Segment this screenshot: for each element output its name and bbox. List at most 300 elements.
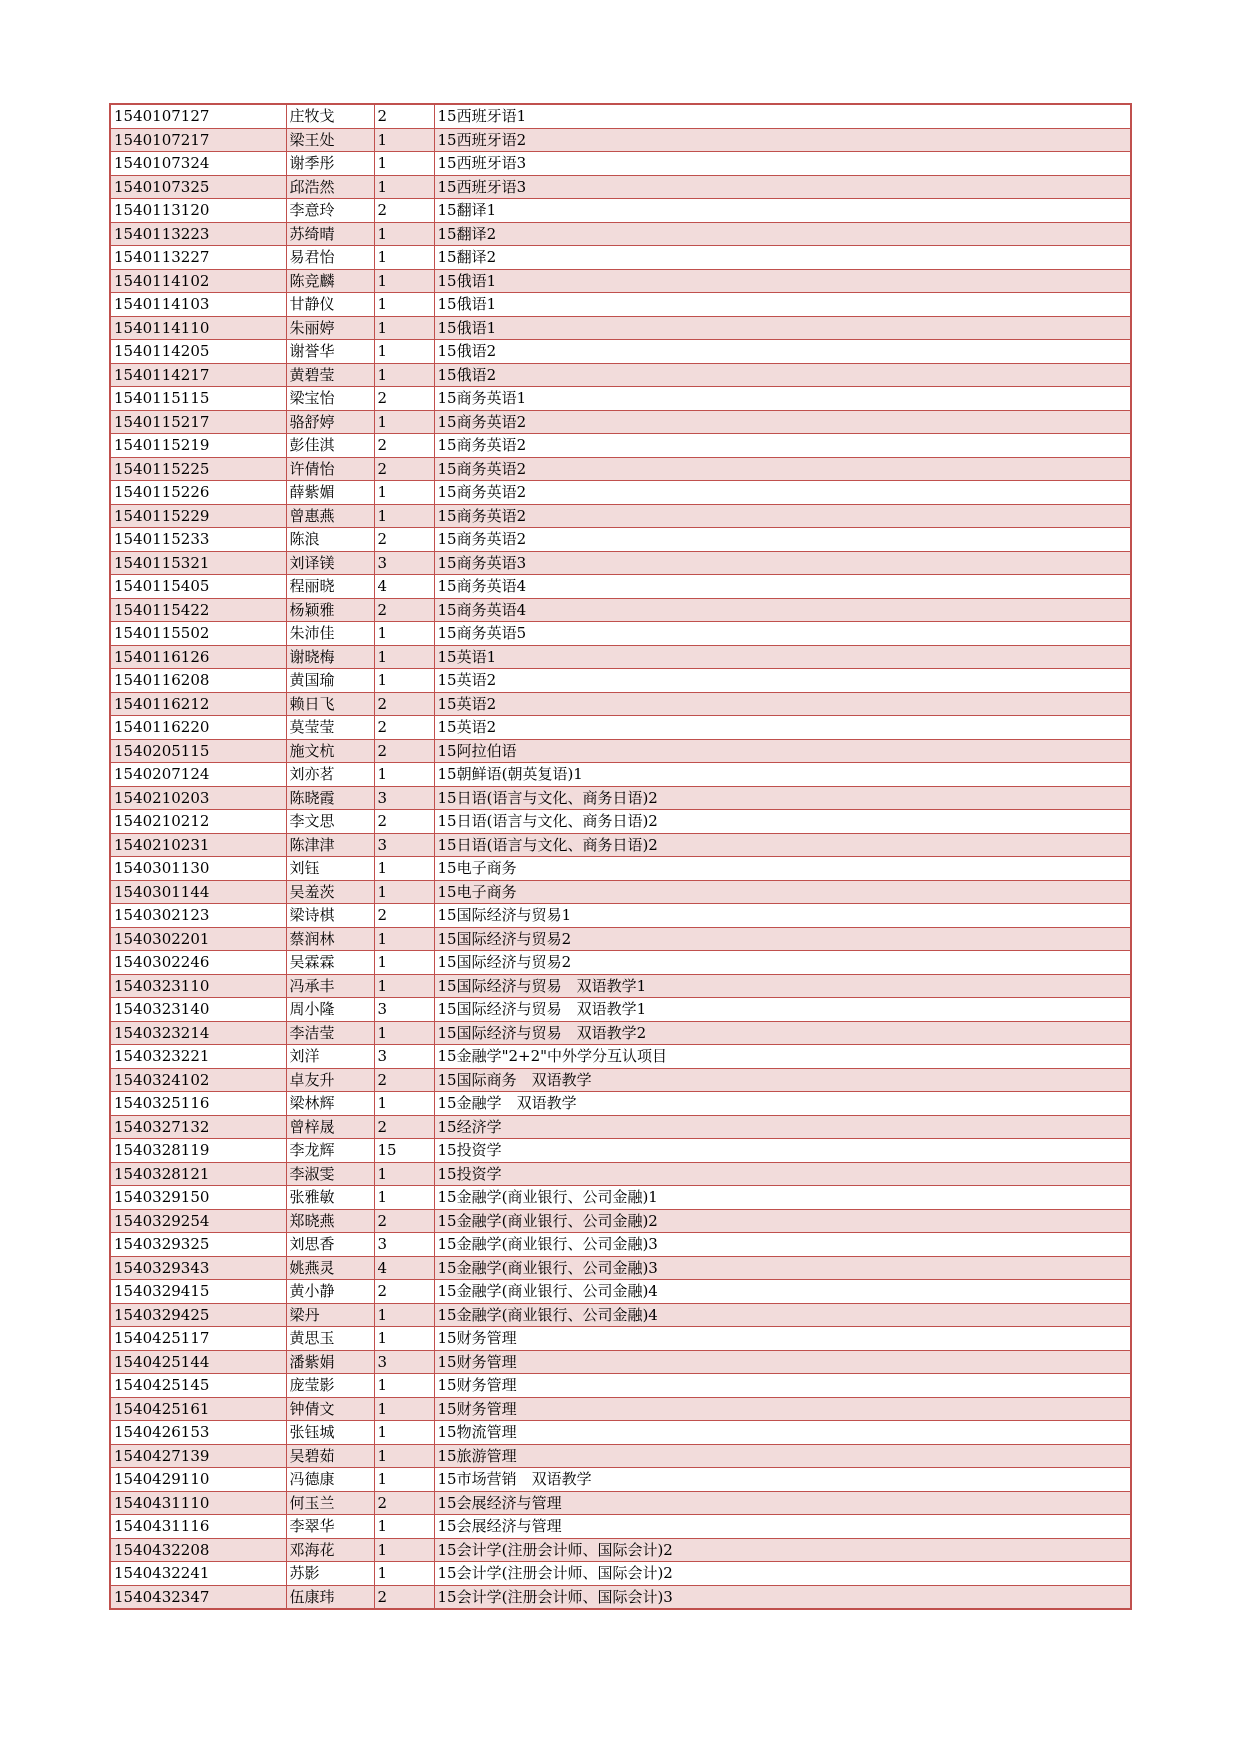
name-cell: 朱沛佳	[286, 622, 374, 646]
name-cell: 黄国瑜	[286, 669, 374, 693]
table-row	[110, 974, 1131, 998]
class-cell: 15国际经济与贸易2	[434, 927, 1131, 951]
count-cell: 1	[374, 1162, 434, 1186]
table-row	[110, 1068, 1131, 1092]
count-cell: 1	[374, 1397, 434, 1421]
class-cell: 15英语2	[434, 692, 1131, 716]
table-row	[110, 269, 1131, 293]
count-cell: 2	[374, 598, 434, 622]
student-id-cell: 1540107217	[110, 128, 286, 152]
table-row	[110, 1280, 1131, 1304]
count-cell: 1	[374, 175, 434, 199]
student-id-cell: 1540325116	[110, 1092, 286, 1116]
table-row	[110, 622, 1131, 646]
class-cell: 15国际商务 双语教学	[434, 1068, 1131, 1092]
name-cell: 薛紫媚	[286, 481, 374, 505]
class-cell: 15国际经济与贸易 双语教学1	[434, 998, 1131, 1022]
count-cell: 2	[374, 692, 434, 716]
table-row	[110, 951, 1131, 975]
student-id-cell: 1540323214	[110, 1021, 286, 1045]
name-cell: 邓海花	[286, 1538, 374, 1562]
class-cell: 15西班牙语1	[434, 104, 1131, 128]
class-cell: 15商务英语2	[434, 481, 1131, 505]
count-cell: 1	[374, 857, 434, 881]
count-cell: 1	[374, 880, 434, 904]
student-id-cell: 1540116208	[110, 669, 286, 693]
class-cell: 15国际经济与贸易 双语教学1	[434, 974, 1131, 998]
name-cell: 梁丹	[286, 1303, 374, 1327]
count-cell: 2	[374, 387, 434, 411]
student-id-cell: 1540328121	[110, 1162, 286, 1186]
student-id-cell: 1540426153	[110, 1421, 286, 1445]
table-row	[110, 575, 1131, 599]
student-id-cell: 1540107127	[110, 104, 286, 128]
table-row	[110, 1139, 1131, 1163]
table-row	[110, 222, 1131, 246]
count-cell: 1	[374, 1021, 434, 1045]
count-cell: 3	[374, 786, 434, 810]
count-cell: 1	[374, 974, 434, 998]
student-id-cell: 1540329254	[110, 1209, 286, 1233]
table-row	[110, 457, 1131, 481]
student-id-cell: 1540324102	[110, 1068, 286, 1092]
class-cell: 15日语(语言与文化、商务日语)2	[434, 810, 1131, 834]
table-row	[110, 1538, 1131, 1562]
student-id-cell: 1540302123	[110, 904, 286, 928]
class-cell: 15经济学	[434, 1115, 1131, 1139]
table-row	[110, 1327, 1131, 1351]
table-row	[110, 739, 1131, 763]
class-cell: 15商务英语4	[434, 575, 1131, 599]
class-cell: 15国际经济与贸易 双语教学2	[434, 1021, 1131, 1045]
student-id-cell: 1540116212	[110, 692, 286, 716]
name-cell: 庄牧戈	[286, 104, 374, 128]
class-cell: 15翻译2	[434, 222, 1131, 246]
count-cell: 1	[374, 340, 434, 364]
table-row	[110, 857, 1131, 881]
class-cell: 15国际经济与贸易1	[434, 904, 1131, 928]
name-cell: 苏影	[286, 1562, 374, 1586]
student-id-cell: 1540115217	[110, 410, 286, 434]
student-table-body	[110, 104, 1131, 1609]
count-cell: 3	[374, 551, 434, 575]
table-row	[110, 927, 1131, 951]
class-cell: 15日语(语言与文化、商务日语)2	[434, 833, 1131, 857]
name-cell: 李文思	[286, 810, 374, 834]
student-id-cell: 1540329325	[110, 1233, 286, 1257]
student-id-cell: 1540431110	[110, 1491, 286, 1515]
count-cell: 2	[374, 1491, 434, 1515]
student-id-cell: 1540115225	[110, 457, 286, 481]
name-cell: 郑晓燕	[286, 1209, 374, 1233]
count-cell: 1	[374, 481, 434, 505]
class-cell: 15俄语1	[434, 293, 1131, 317]
student-id-cell: 1540210203	[110, 786, 286, 810]
class-cell: 15阿拉伯语	[434, 739, 1131, 763]
table-row	[110, 363, 1131, 387]
class-cell: 15电子商务	[434, 857, 1131, 881]
table-row	[110, 1092, 1131, 1116]
class-cell: 15商务英语1	[434, 387, 1131, 411]
student-id-cell: 1540432347	[110, 1585, 286, 1609]
table-row	[110, 316, 1131, 340]
student-id-cell: 1540302246	[110, 951, 286, 975]
class-cell: 15物流管理	[434, 1421, 1131, 1445]
count-cell: 2	[374, 1585, 434, 1609]
count-cell: 1	[374, 1421, 434, 1445]
student-table	[109, 103, 1132, 1610]
count-cell: 1	[374, 1562, 434, 1586]
class-cell: 15俄语2	[434, 340, 1131, 364]
table-row	[110, 504, 1131, 528]
name-cell: 李意玲	[286, 199, 374, 223]
class-cell: 15会展经济与管理	[434, 1491, 1131, 1515]
name-cell: 黄思玉	[286, 1327, 374, 1351]
count-cell: 1	[374, 410, 434, 434]
class-cell: 15日语(语言与文化、商务日语)2	[434, 786, 1131, 810]
count-cell: 1	[374, 645, 434, 669]
student-id-cell: 1540323221	[110, 1045, 286, 1069]
student-id-cell: 1540302201	[110, 927, 286, 951]
student-id-cell: 1540329425	[110, 1303, 286, 1327]
name-cell: 陈津津	[286, 833, 374, 857]
student-id-cell: 1540115115	[110, 387, 286, 411]
name-cell: 易君怡	[286, 246, 374, 270]
student-id-cell: 1540115229	[110, 504, 286, 528]
name-cell: 卓友升	[286, 1068, 374, 1092]
name-cell: 骆舒婷	[286, 410, 374, 434]
table-row	[110, 1444, 1131, 1468]
name-cell: 刘亦茗	[286, 763, 374, 787]
name-cell: 甘静仪	[286, 293, 374, 317]
class-cell: 15金融学(商业银行、公司金融)4	[434, 1280, 1131, 1304]
name-cell: 冯德康	[286, 1468, 374, 1492]
table-row	[110, 716, 1131, 740]
student-id-cell: 1540425144	[110, 1350, 286, 1374]
class-cell: 15商务英语5	[434, 622, 1131, 646]
count-cell: 1	[374, 222, 434, 246]
name-cell: 潘紫娟	[286, 1350, 374, 1374]
class-cell: 15金融学(商业银行、公司金融)1	[434, 1186, 1131, 1210]
table-row	[110, 104, 1131, 128]
table-row	[110, 1585, 1131, 1609]
table-row	[110, 598, 1131, 622]
name-cell: 施文杭	[286, 739, 374, 763]
name-cell: 朱丽婷	[286, 316, 374, 340]
count-cell: 2	[374, 528, 434, 552]
name-cell: 苏绮晴	[286, 222, 374, 246]
class-cell: 15英语2	[434, 669, 1131, 693]
table-row	[110, 1491, 1131, 1515]
table-row	[110, 669, 1131, 693]
count-cell: 1	[374, 1303, 434, 1327]
table-row	[110, 434, 1131, 458]
table-row	[110, 293, 1131, 317]
name-cell: 蔡润林	[286, 927, 374, 951]
table-row	[110, 692, 1131, 716]
table-row	[110, 998, 1131, 1022]
table-row	[110, 528, 1131, 552]
class-cell: 15金融学 双语教学	[434, 1092, 1131, 1116]
name-cell: 姚燕灵	[286, 1256, 374, 1280]
name-cell: 刘钰	[286, 857, 374, 881]
student-id-cell: 1540432241	[110, 1562, 286, 1586]
table-row	[110, 1350, 1131, 1374]
count-cell: 2	[374, 104, 434, 128]
name-cell: 张雅敏	[286, 1186, 374, 1210]
name-cell: 黄碧莹	[286, 363, 374, 387]
table-row	[110, 1256, 1131, 1280]
class-cell: 15朝鲜语(朝英复语)1	[434, 763, 1131, 787]
class-cell: 15会计学(注册会计师、国际会计)3	[434, 1585, 1131, 1609]
count-cell: 1	[374, 1327, 434, 1351]
student-id-cell: 1540113227	[110, 246, 286, 270]
class-cell: 15会计学(注册会计师、国际会计)2	[434, 1538, 1131, 1562]
count-cell: 2	[374, 1280, 434, 1304]
class-cell: 15商务英语2	[434, 528, 1131, 552]
class-cell: 15翻译2	[434, 246, 1131, 270]
table-row	[110, 199, 1131, 223]
table-row	[110, 1233, 1131, 1257]
table-row	[110, 1562, 1131, 1586]
student-id-cell: 1540210231	[110, 833, 286, 857]
class-cell: 15投资学	[434, 1139, 1131, 1163]
class-cell: 15金融学(商业银行、公司金融)3	[434, 1233, 1131, 1257]
count-cell: 2	[374, 716, 434, 740]
class-cell: 15金融学(商业银行、公司金融)3	[434, 1256, 1131, 1280]
class-cell: 15旅游管理	[434, 1444, 1131, 1468]
count-cell: 1	[374, 246, 434, 270]
student-id-cell: 1540329415	[110, 1280, 286, 1304]
count-cell: 1	[374, 128, 434, 152]
student-id-cell: 1540301130	[110, 857, 286, 881]
student-id-cell: 1540210212	[110, 810, 286, 834]
class-cell: 15金融学"2+2"中外学分互认项目	[434, 1045, 1131, 1069]
class-cell: 15投资学	[434, 1162, 1131, 1186]
count-cell: 2	[374, 810, 434, 834]
name-cell: 钟倩文	[286, 1397, 374, 1421]
class-cell: 15西班牙语3	[434, 152, 1131, 176]
count-cell: 1	[374, 1092, 434, 1116]
class-cell: 15翻译1	[434, 199, 1131, 223]
name-cell: 吴羞茨	[286, 880, 374, 904]
class-cell: 15国际经济与贸易2	[434, 951, 1131, 975]
table-row	[110, 175, 1131, 199]
student-id-cell: 1540425117	[110, 1327, 286, 1351]
student-id-cell: 1540116220	[110, 716, 286, 740]
table-row	[110, 1468, 1131, 1492]
class-cell: 15商务英语4	[434, 598, 1131, 622]
name-cell: 谢誉华	[286, 340, 374, 364]
count-cell: 1	[374, 1186, 434, 1210]
student-id-cell: 1540115233	[110, 528, 286, 552]
table-row	[110, 246, 1131, 270]
class-cell: 15商务英语3	[434, 551, 1131, 575]
name-cell: 梁林辉	[286, 1092, 374, 1116]
table-row	[110, 1209, 1131, 1233]
student-id-cell: 1540116126	[110, 645, 286, 669]
name-cell: 谢晓梅	[286, 645, 374, 669]
count-cell: 15	[374, 1139, 434, 1163]
table-row	[110, 833, 1131, 857]
student-id-cell: 1540427139	[110, 1444, 286, 1468]
name-cell: 周小隆	[286, 998, 374, 1022]
count-cell: 3	[374, 1233, 434, 1257]
student-id-cell: 1540329150	[110, 1186, 286, 1210]
class-cell: 15英语2	[434, 716, 1131, 740]
student-id-cell: 1540425161	[110, 1397, 286, 1421]
student-id-cell: 1540113120	[110, 199, 286, 223]
class-cell: 15英语1	[434, 645, 1131, 669]
count-cell: 1	[374, 1468, 434, 1492]
table-row	[110, 340, 1131, 364]
table-row	[110, 1186, 1131, 1210]
table-row	[110, 645, 1131, 669]
student-id-cell: 1540323140	[110, 998, 286, 1022]
student-id-cell: 1540115219	[110, 434, 286, 458]
name-cell: 刘思香	[286, 1233, 374, 1257]
name-cell: 陈浪	[286, 528, 374, 552]
table-row	[110, 387, 1131, 411]
class-cell: 15财务管理	[434, 1350, 1131, 1374]
name-cell: 曾梓晟	[286, 1115, 374, 1139]
count-cell: 3	[374, 833, 434, 857]
class-cell: 15财务管理	[434, 1327, 1131, 1351]
class-cell: 15商务英语2	[434, 434, 1131, 458]
name-cell: 刘译镁	[286, 551, 374, 575]
table-row	[110, 786, 1131, 810]
student-id-cell: 1540329343	[110, 1256, 286, 1280]
table-row	[110, 152, 1131, 176]
table-row	[110, 128, 1131, 152]
student-id-cell: 1540205115	[110, 739, 286, 763]
class-cell: 15财务管理	[434, 1397, 1131, 1421]
count-cell: 1	[374, 951, 434, 975]
count-cell: 1	[374, 763, 434, 787]
count-cell: 2	[374, 1115, 434, 1139]
table-row	[110, 1421, 1131, 1445]
count-cell: 1	[374, 927, 434, 951]
student-id-cell: 1540113223	[110, 222, 286, 246]
name-cell: 杨颖雅	[286, 598, 374, 622]
name-cell: 伍康玮	[286, 1585, 374, 1609]
name-cell: 冯承丰	[286, 974, 374, 998]
class-cell: 15俄语1	[434, 316, 1131, 340]
class-cell: 15电子商务	[434, 880, 1131, 904]
count-cell: 2	[374, 457, 434, 481]
student-id-cell: 1540107325	[110, 175, 286, 199]
count-cell: 3	[374, 998, 434, 1022]
name-cell: 程丽晓	[286, 575, 374, 599]
table-row	[110, 410, 1131, 434]
class-cell: 15会展经济与管理	[434, 1515, 1131, 1539]
count-cell: 1	[374, 1538, 434, 1562]
table-row	[110, 551, 1131, 575]
name-cell: 刘洋	[286, 1045, 374, 1069]
count-cell: 2	[374, 199, 434, 223]
class-cell: 15市场营销 双语教学	[434, 1468, 1131, 1492]
student-id-cell: 1540114217	[110, 363, 286, 387]
name-cell: 李洁莹	[286, 1021, 374, 1045]
count-cell: 2	[374, 904, 434, 928]
class-cell: 15商务英语2	[434, 457, 1131, 481]
table-row	[110, 1021, 1131, 1045]
count-cell: 3	[374, 1045, 434, 1069]
student-id-cell: 1540327132	[110, 1115, 286, 1139]
count-cell: 1	[374, 293, 434, 317]
name-cell: 赖日飞	[286, 692, 374, 716]
student-id-cell: 1540114103	[110, 293, 286, 317]
table-row	[110, 880, 1131, 904]
count-cell: 2	[374, 739, 434, 763]
table-row	[110, 810, 1131, 834]
class-cell: 15俄语2	[434, 363, 1131, 387]
student-id-cell: 1540432208	[110, 1538, 286, 1562]
count-cell: 1	[374, 269, 434, 293]
count-cell: 1	[374, 622, 434, 646]
count-cell: 1	[374, 363, 434, 387]
class-cell: 15会计学(注册会计师、国际会计)2	[434, 1562, 1131, 1586]
student-id-cell: 1540115321	[110, 551, 286, 575]
name-cell: 邱浩然	[286, 175, 374, 199]
class-cell: 15商务英语2	[434, 504, 1131, 528]
name-cell: 吴霖霖	[286, 951, 374, 975]
name-cell: 梁王处	[286, 128, 374, 152]
table-row	[110, 1045, 1131, 1069]
table-row	[110, 481, 1131, 505]
count-cell: 1	[374, 1444, 434, 1468]
name-cell: 曾惠燕	[286, 504, 374, 528]
student-id-cell: 1540114205	[110, 340, 286, 364]
name-cell: 李龙辉	[286, 1139, 374, 1163]
count-cell: 4	[374, 1256, 434, 1280]
class-cell: 15俄语1	[434, 269, 1131, 293]
count-cell: 3	[374, 1350, 434, 1374]
student-id-cell: 1540115502	[110, 622, 286, 646]
count-cell: 4	[374, 575, 434, 599]
count-cell: 1	[374, 316, 434, 340]
count-cell: 2	[374, 1068, 434, 1092]
student-id-cell: 1540323110	[110, 974, 286, 998]
table-row	[110, 1115, 1131, 1139]
student-id-cell: 1540429110	[110, 1468, 286, 1492]
name-cell: 许倩怡	[286, 457, 374, 481]
student-id-cell: 1540115422	[110, 598, 286, 622]
name-cell: 何玉兰	[286, 1491, 374, 1515]
name-cell: 李翠华	[286, 1515, 374, 1539]
count-cell: 2	[374, 1209, 434, 1233]
count-cell: 1	[374, 1374, 434, 1398]
table-row	[110, 1515, 1131, 1539]
table-row	[110, 1162, 1131, 1186]
class-cell: 15金融学(商业银行、公司金融)4	[434, 1303, 1131, 1327]
class-cell: 15金融学(商业银行、公司金融)2	[434, 1209, 1131, 1233]
name-cell: 谢季彤	[286, 152, 374, 176]
name-cell: 李淑雯	[286, 1162, 374, 1186]
table-row	[110, 1397, 1131, 1421]
class-cell: 15财务管理	[434, 1374, 1131, 1398]
count-cell: 2	[374, 434, 434, 458]
name-cell: 吴碧茹	[286, 1444, 374, 1468]
student-id-cell: 1540115226	[110, 481, 286, 505]
class-cell: 15商务英语2	[434, 410, 1131, 434]
name-cell: 庞莹影	[286, 1374, 374, 1398]
student-id-cell: 1540301144	[110, 880, 286, 904]
table-row	[110, 763, 1131, 787]
name-cell: 莫莹莹	[286, 716, 374, 740]
student-id-cell: 1540328119	[110, 1139, 286, 1163]
name-cell: 梁宝怡	[286, 387, 374, 411]
